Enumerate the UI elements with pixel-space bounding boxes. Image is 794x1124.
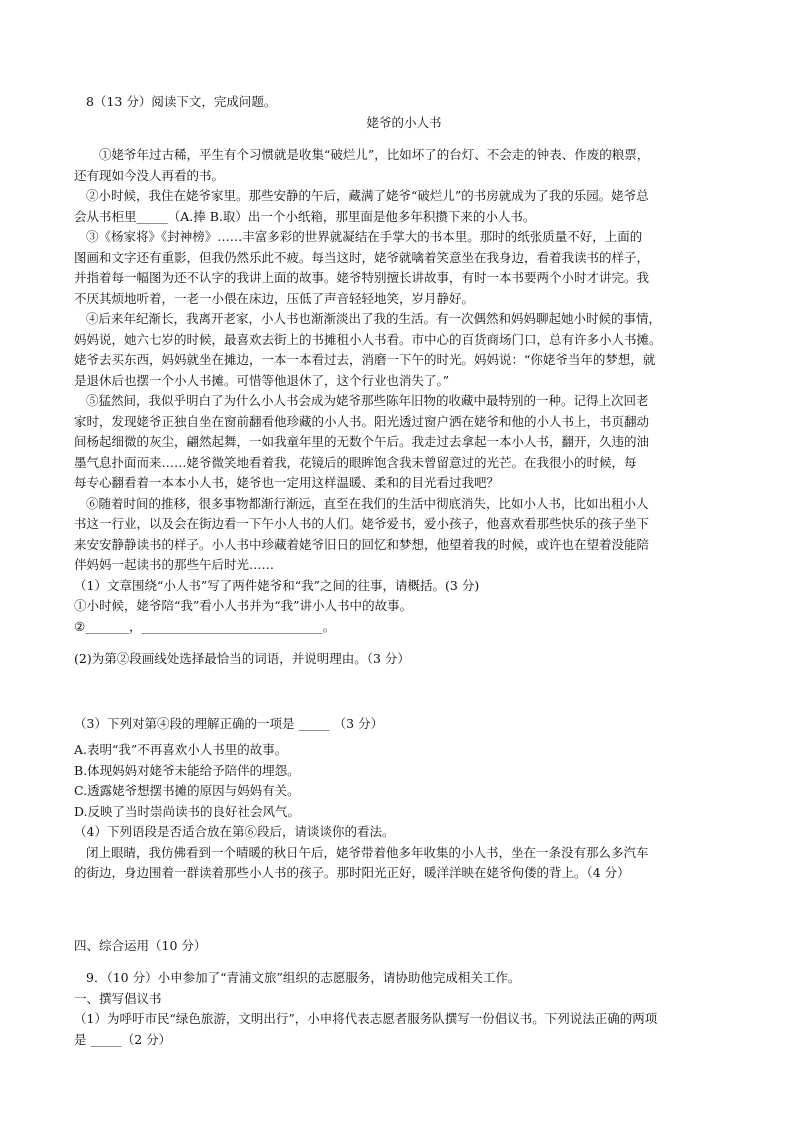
sub-question-prompt: （4）下列语段是否适合放在第⑥段后，请谈谈你的看法。 xyxy=(74,824,395,839)
text-line: 是退休后也摆一个小人书摊。可惜等他退休了，这个行业也消失了。” xyxy=(74,372,450,388)
text-line: 不厌其烦地听着，一老一小偎在床边，压低了声音轻轻地笑，岁月静好。 xyxy=(74,290,475,306)
sub-heading: 一、撰写倡议书 xyxy=(74,990,162,1006)
sub-question-prompt: （3）下列对第④段的理解正确的一项是 _____ （3 分） xyxy=(74,715,384,731)
paragraph-3 xyxy=(74,227,734,309)
option-a[interactable]: A.表明“我”不再喜欢小人书里的故事。 xyxy=(74,742,288,757)
sample-answer: ①小时候，姥爷陪“我”看小人书并为“我”讲小人书中的故事。 xyxy=(74,598,413,613)
text-line: 伴妈妈一起读书的那些午后时光…… xyxy=(74,557,275,572)
option-b[interactable]: B.体现妈妈对姥爷未能给予陪伴的埋怨。 xyxy=(74,762,300,778)
paragraph-5 xyxy=(74,391,734,494)
text-line: 姥爷去买东西，妈妈就坐在摊边，一本一本看过去，消磨一下午的时光。妈妈说：“你姥爷当年的梦想，就 xyxy=(74,352,656,367)
text-line: 并指着每一幅图为还不认字的我讲上面的故事。姥爷特别擅长讲故事，有时一本书要两个小时才讲完。我 xyxy=(74,270,650,285)
passage-title: 姥爷的小人书 xyxy=(366,114,442,130)
item-1-line: 是 _____（2 分） xyxy=(74,1031,172,1047)
question-9-header: 9．（10 分）小申参加了“青浦文旅”组织的志愿服务，请协助他完成相关工作。 xyxy=(86,970,521,985)
text-line: 图画和文字还有重影，但我仍然乐此不疲。每当这时，姥爷就噙着笑意坐在我身边，看着我读书的样子， xyxy=(74,249,650,265)
sub-question-1 xyxy=(74,576,734,638)
sub-question-2 xyxy=(74,649,734,670)
question-8-header: 8（13 分）阅读下文，完成问题。 xyxy=(86,94,277,109)
text-line: 书这一行业，以及会在街边看一下午小人书的人们。姥爷爱书，爱小孩子，他喜欢看那些快乐的孩子坐下 xyxy=(74,516,650,531)
text-line: 会从书柜里_____（A.捧 B.取）出一个小纸箱，那里面是他多年积攒下来的小人书。 xyxy=(74,208,536,224)
text-line: 每专心翻看着一本本小人书，姥爷也一定用这样温暖、柔和的目光看过我吧？ xyxy=(74,475,500,490)
text-line: 来安安静静读书的样子。小人书中珍藏着姥爷旧日的回忆和梦想，他望着我的时候，或许也在望着没能陪 xyxy=(74,536,650,552)
text-line: 还有现如今没人再看的书。 xyxy=(74,167,225,183)
text-line: ①姥爷年过古稀，平生有个习惯就是收集“破烂儿”，比如坏了的台灯、不会走的钟表、作废的粮票， xyxy=(99,147,650,162)
text-line: 间杨起细微的灰尘，翩然起舞，一如我童年里的无数个午后。我走过去拿起一本小人书，翻开，久违的油 xyxy=(74,434,650,449)
answer-blank[interactable]: ②_______，_____________________________。 xyxy=(74,618,336,634)
text-line: ⑤猛然间，我似乎明白了为什么小人书会成为姥爷那些陈年旧物的收藏中最特别的一种。记得上次回老 xyxy=(86,393,649,408)
sub-question-prompt: (2)为第②段画线处选择最恰当的词语，并说明理由。（3 分） xyxy=(74,651,410,666)
sub-question-3 xyxy=(74,714,734,823)
paragraph-4 xyxy=(74,309,734,391)
text-line: 妈妈说，她六七岁的时候，最喜欢去街上的书摊租小人书看。市中心的百货商场门口，总有许多小人书摊。 xyxy=(74,331,662,347)
text-line: 墨气息扑面而来……姥爷微笑地看着我，花镜后的眼眸饱含我未曾留意过的光芒。在我很小的时候，每 xyxy=(74,454,637,470)
text-line: 闭上眼睛，我仿佛看到一个晴暖的秋日午后，姥爷带着他多年收集的小人书，坐在一条没有那么多汽车 xyxy=(86,844,649,860)
option-d[interactable]: D.反映了当时崇尚读书的良好社会风气。 xyxy=(74,803,301,819)
paragraph-2 xyxy=(74,186,734,227)
exam-page xyxy=(74,92,734,1050)
sub-question-4 xyxy=(74,822,734,884)
text-line: ③《杨家将》《封神榜》……丰富多彩的世界就凝结在手掌大的书本里。那时的纸张质量不好，上面的 xyxy=(86,229,643,244)
text-line: ④后来年纪渐长，我离开老家，小人书也渐渐淡出了我的生活。有一次偶然和妈妈聊起她小时候的事情， xyxy=(86,311,662,326)
option-c[interactable]: C.透露姥爷想摆书摊的原因与妈妈有关。 xyxy=(74,783,300,798)
text-line: 的街边，身边围着一群读着那些小人书的孩子。那时阳光正好，暖洋洋映在姥爷佝偻的背上。（4 分） xyxy=(74,865,630,880)
text-line: ②小时候，我住在姥爷家里。那些安静的午后，藏满了姥爷“破烂儿”的书房就成为了我的乐园。姥爷总 xyxy=(86,188,649,203)
sub-question-prompt: （1）文章围绕“小人书”写了两件姥爷和“我”之间的往事，请概括。(3 分) xyxy=(74,577,480,593)
section-4-heading: 四、综合运用（10 分） xyxy=(74,937,207,953)
item-1-line: （1）为呼吁市民“绿色旅游，文明出行”，小申将代表志愿者服务队撰写一份倡议书。下列说法正确的两项 xyxy=(74,1011,658,1026)
text-line: ⑥随着时间的推移，很多事物都渐行渐远，直至在我们的生活中彻底消失，比如小人书，比如出租小人 xyxy=(86,495,649,511)
paragraph-1 xyxy=(74,145,734,186)
text-line: 家时，发现姥爷正独自坐在窗前翻看他珍藏的小人书。阳光透过窗户洒在姥爷和他的小人书上，书页翻动 xyxy=(74,413,650,429)
paragraph-6 xyxy=(74,494,734,576)
